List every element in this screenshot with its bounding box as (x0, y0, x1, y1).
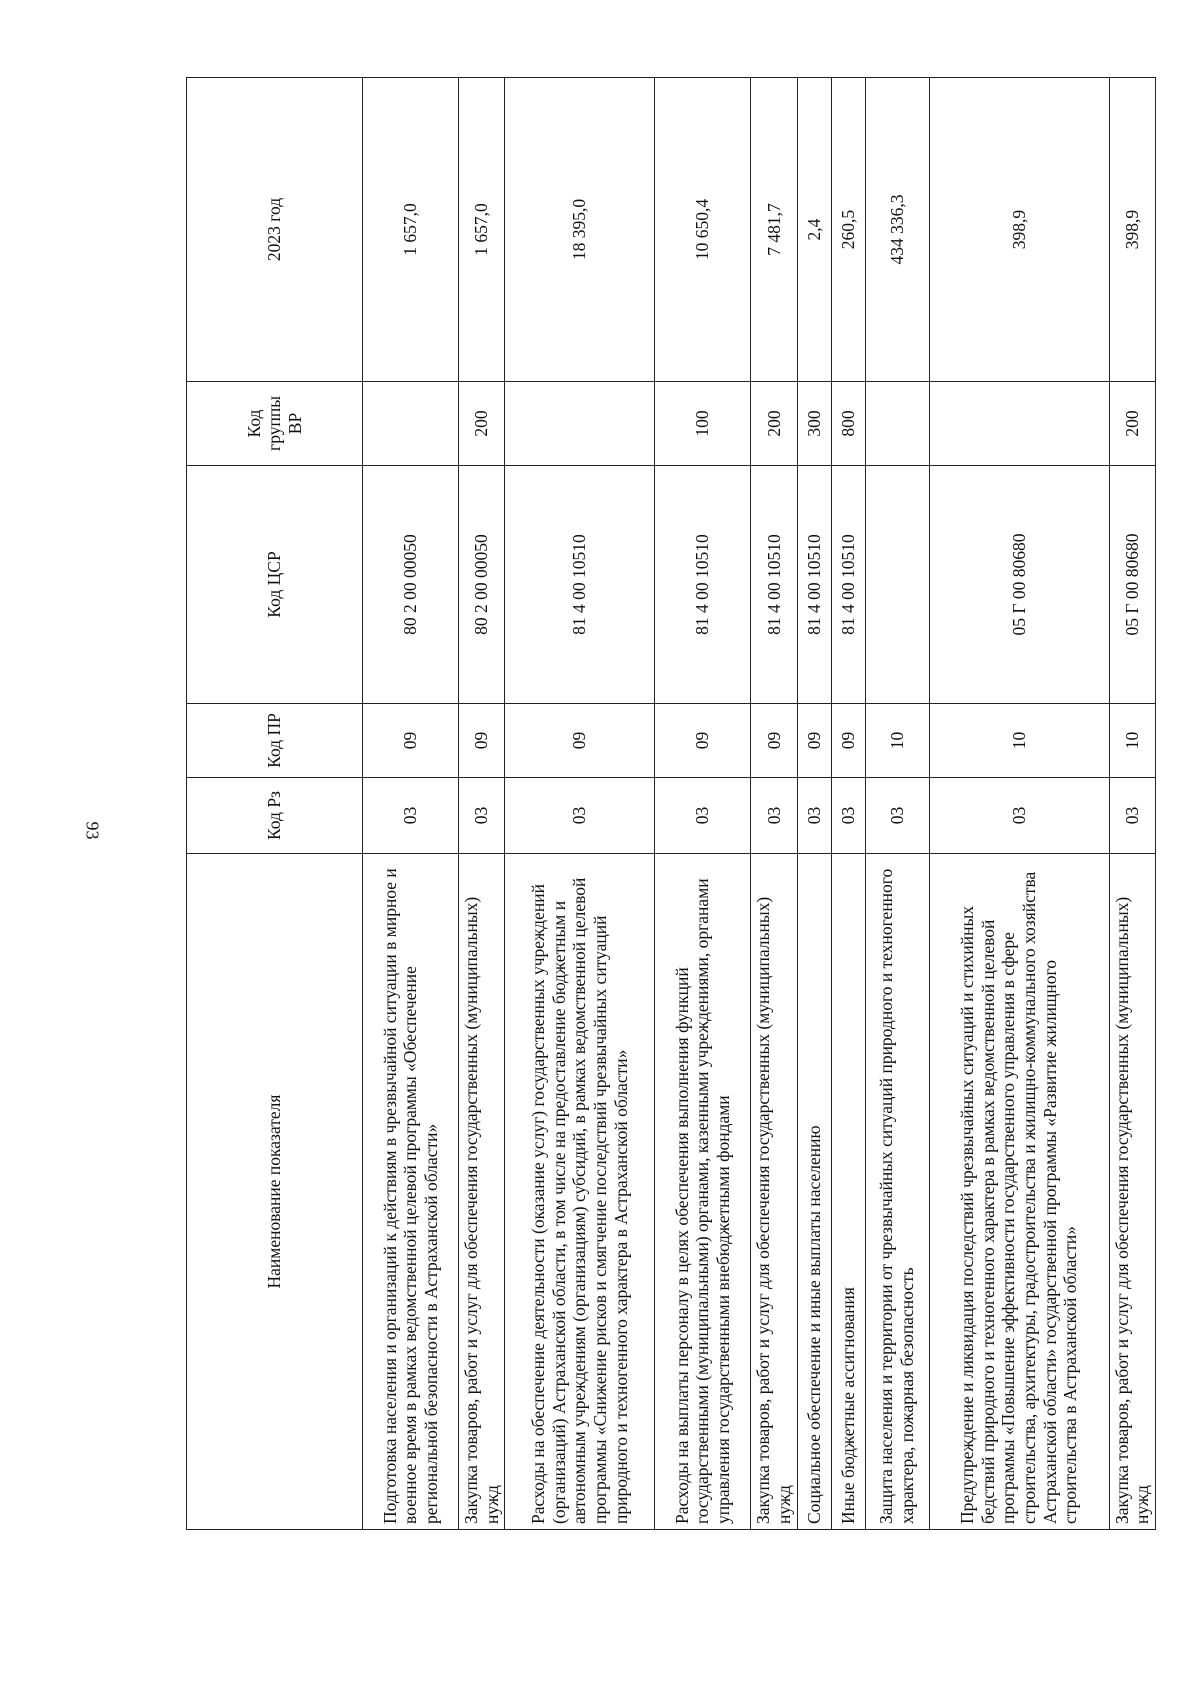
row-rz: 03 (1109, 778, 1155, 854)
row-pr: 09 (459, 704, 505, 778)
budget-table (186, 77, 1156, 1530)
row-vr: 800 (831, 382, 865, 466)
row-csr: 81 4 00 10510 (505, 466, 655, 704)
row-csr: 81 4 00 10510 (797, 466, 831, 704)
row-rz: 03 (929, 778, 1109, 854)
row-rz: 03 (363, 778, 459, 854)
header-amount: 2023 год (187, 78, 363, 382)
table-row (751, 78, 797, 1530)
table-header-row (187, 78, 363, 1530)
table-row (929, 78, 1109, 1530)
row-pr: 09 (363, 704, 459, 778)
row-csr: 81 4 00 10510 (831, 466, 865, 704)
row-vr (865, 382, 929, 466)
row-pr: 10 (1109, 704, 1155, 778)
row-csr: 81 4 00 10510 (751, 466, 797, 704)
row-csr: 05 Г 00 80680 (1109, 466, 1155, 704)
row-amount: 1 657,0 (459, 78, 505, 382)
rotated-table-container (186, 78, 1153, 1530)
row-name: Расходы на обеспечение деятельности (оказание услуг) государственных учреждений (организаций) Астраханской области, в том числе на предоставление бюджетным и автономным учреждениям (организациям) субсидий, в рамках ведомственной целевой программы «Снижение рисков и смягчение последствий чрезвычайных ситуаций природного и техногенного характера в Астраханской области» (505, 854, 655, 1530)
row-vr (929, 382, 1109, 466)
row-vr (363, 382, 459, 466)
table-row (831, 78, 865, 1530)
row-amount: 398,9 (1109, 78, 1155, 382)
row-name: Закупка товаров, работ и услуг для обеспечения государственных (муниципальных) нужд (751, 854, 797, 1530)
row-rz: 03 (459, 778, 505, 854)
row-amount: 1 657,0 (363, 78, 459, 382)
table-row (655, 78, 751, 1530)
row-csr (865, 466, 929, 704)
row-vr: 300 (797, 382, 831, 466)
row-name: Подготовка населения и организаций к действиям в чрезвычайной ситуации в мирное и военное время в рамках ведомственной целевой программы «Обеспечение региональной безопасности в Астраханской области» (363, 854, 459, 1530)
row-amount: 2,4 (797, 78, 831, 382)
table-row (1109, 78, 1155, 1530)
row-csr: 80 2 00 00050 (459, 466, 505, 704)
table-row (797, 78, 831, 1530)
row-vr: 200 (1109, 382, 1155, 466)
row-vr: 200 (751, 382, 797, 466)
row-rz: 03 (797, 778, 831, 854)
row-rz: 03 (831, 778, 865, 854)
row-pr: 09 (751, 704, 797, 778)
table-row (363, 78, 459, 1530)
page-number: 93 (82, 821, 103, 840)
header-pr: Код ПР (187, 704, 363, 778)
row-rz: 03 (865, 778, 929, 854)
row-pr: 10 (865, 704, 929, 778)
row-pr: 09 (505, 704, 655, 778)
row-rz: 03 (505, 778, 655, 854)
row-amount: 10 650,4 (655, 78, 751, 382)
row-amount: 7 481,7 (751, 78, 797, 382)
row-name: Расходы на выплаты персоналу в целях обеспечения выполнения функций государственными (муниципальными) органами, казенными учреждениями, органами управления государственными внебюджетными фондами (655, 854, 751, 1530)
row-name: Иные бюджетные ассигнования (831, 854, 865, 1530)
row-vr (505, 382, 655, 466)
row-name: Закупка товаров, работ и услуг для обеспечения государственных (муниципальных) нужд (459, 854, 505, 1530)
row-pr: 09 (831, 704, 865, 778)
row-pr: 10 (929, 704, 1109, 778)
row-pr: 09 (655, 704, 751, 778)
row-name: Закупка товаров, работ и услуг для обеспечения государственных (муниципальных) нужд (1109, 854, 1155, 1530)
header-vr: Код группы ВР (187, 382, 363, 466)
row-vr: 100 (655, 382, 751, 466)
table-row (459, 78, 505, 1530)
row-pr: 09 (797, 704, 831, 778)
header-name: Наименование показателя (187, 854, 363, 1530)
row-name: Защита населения и территории от чрезвычайных ситуаций природного и техногенного характера, пожарная безопасность (865, 854, 929, 1530)
row-rz: 03 (751, 778, 797, 854)
header-csr: Код ЦСР (187, 466, 363, 704)
row-amount: 260,5 (831, 78, 865, 382)
row-amount: 398,9 (929, 78, 1109, 382)
row-name: Социальное обеспечение и иные выплаты населению (797, 854, 831, 1530)
row-vr: 200 (459, 382, 505, 466)
row-amount: 18 395,0 (505, 78, 655, 382)
header-rz: Код Рз (187, 778, 363, 854)
row-csr: 05 Г 00 80680 (929, 466, 1109, 704)
row-amount: 434 336,3 (865, 78, 929, 382)
row-csr: 80 2 00 00050 (363, 466, 459, 704)
table-row (505, 78, 655, 1530)
row-rz: 03 (655, 778, 751, 854)
row-csr: 81 4 00 10510 (655, 466, 751, 704)
row-name: Предупреждение и ликвидация последствий чрезвычайных ситуаций и стихийных бедствий природного и техногенного характера в рамках ведомственной целевой программы «Повышение эффективности государственного управления в сфере строительства, архитектуры, градостроительства и жилищно-коммунального хозяйства Астраханской области» государственной программы «Развитие жилищного строительства в Астраханской области» (929, 854, 1109, 1530)
table-row (865, 78, 929, 1530)
